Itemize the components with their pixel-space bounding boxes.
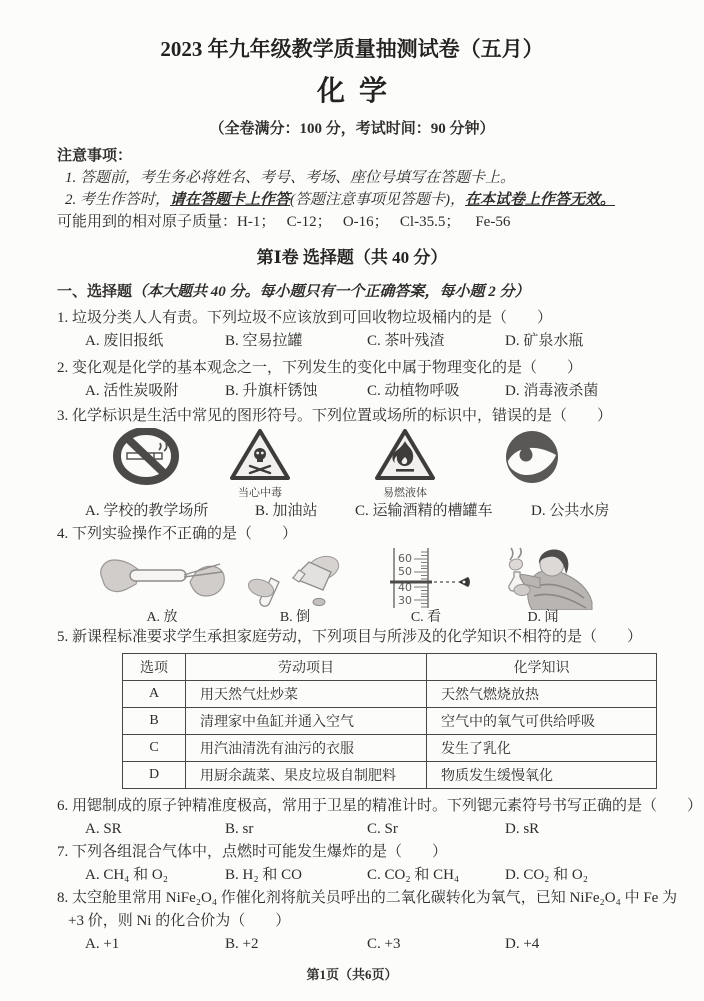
table-cell: 用天然气灶炒菜	[186, 681, 427, 708]
table-header-row	[123, 654, 657, 681]
option: C. 茶叶残渣	[367, 333, 445, 349]
smelling-gas-illustration	[488, 546, 598, 626]
pouring-liquid-illustration	[247, 546, 343, 626]
question-8-options	[85, 933, 704, 956]
option: A. 废旧报纸	[85, 333, 164, 349]
exam-meta: （全卷满分：100 分，考试时间：90 分钟）	[209, 121, 495, 137]
question-1-stem: 1. 垃圾分类人人有责。下列垃圾不应该放到可回收物垃圾桶内的是（ ）	[57, 310, 553, 326]
option: B. 加油站	[255, 503, 318, 519]
q4-caption-c: C. 看	[410, 610, 442, 625]
option: B. H₂ 和 CO	[225, 867, 302, 883]
placing-solid-illustration	[96, 546, 228, 626]
option: D. CO₂ 和 O₂	[505, 867, 588, 883]
question-2-stem: 2. 变化观是化学的基本观念之一，下列发生的变化中属于物理变化的是（ ）	[57, 360, 583, 376]
question-8-stem-line1: 8. 太空舱里常用 NiFe₂O₄ 作催化剂将航关员呼出的二氧化碳转化为氧气，已知 NiFe₂O₄ 中 Fe 为	[57, 890, 678, 906]
part-title: 一、选择题	[57, 284, 133, 300]
note-2-prefix: 2. 考生作答时，	[65, 192, 171, 208]
question-6-options	[85, 818, 704, 841]
subject-title: 化 学	[316, 76, 387, 107]
question-1-options	[85, 330, 704, 353]
reading-scale-illustration	[378, 546, 474, 626]
q4-caption-b: B. 倒	[279, 610, 311, 625]
scale-tick-60: 60	[398, 552, 412, 565]
table-header: 选项	[123, 654, 186, 681]
option: A. SR	[85, 821, 122, 837]
option: D. sR	[505, 821, 540, 837]
question-3-sign-images	[0, 428, 704, 500]
scale-tick-50: 50	[398, 565, 412, 578]
option: A. 学校的教学场所	[85, 503, 209, 519]
poison-warning-sign	[228, 428, 292, 500]
page-number: 第1页（共6页）	[306, 967, 398, 982]
table-row	[123, 735, 657, 762]
option: B. +2	[225, 936, 259, 952]
note-2-middle: (答题注意事项见答题卡)，	[290, 192, 466, 208]
option: A. CH₄ 和 O₂	[85, 867, 168, 883]
note-2-underlined-1: 请在答题卡上作答	[170, 192, 291, 208]
water-saving-icon	[503, 473, 561, 490]
table-row	[123, 708, 657, 735]
note-1: 1. 答题前，考生务必将姓名、考号、考场、座位号填写在答题卡上。	[65, 170, 516, 186]
note-2-underlined-2: 在本试卷上作答无效。	[465, 192, 616, 208]
table-cell: 空气中的氧气可供给呼吸	[427, 708, 657, 735]
no-smoking-sign	[112, 428, 180, 500]
option: D. 公共水房	[531, 503, 610, 519]
poison-warning-icon	[229, 469, 291, 486]
question-4-experiment-images	[0, 546, 704, 626]
question-4-stem: 4. 下列实验操作不正确的是（ ）	[57, 526, 298, 542]
option: A. 活性炭吸附	[85, 383, 179, 399]
table-cell: 清理家中鱼缸并通入空气	[186, 708, 427, 735]
table-cell: 发生了乳化	[427, 735, 657, 762]
table-cell: 天然气燃烧放热	[427, 681, 657, 708]
option: B. sr	[225, 821, 254, 837]
holding-test-tube-icon	[96, 593, 228, 610]
part-heading	[57, 281, 704, 303]
part-note: （本大题共 40 分。每小题只有一个正确答案，每小题 2 分）	[132, 284, 530, 300]
option: B. 空易拉罐	[225, 333, 303, 349]
exam-title: 2023 年九年级教学质量抽测试卷（五月）	[160, 37, 544, 61]
volume-title: 第Ⅰ卷 选择题（共 40 分）	[256, 248, 448, 267]
no-smoking-icon	[112, 473, 180, 490]
question-7-stem: 7. 下列各组混合气体中，点燃时可能发生爆炸的是（ ）	[57, 844, 448, 860]
flammable-sign-label: 易燃液体	[383, 487, 427, 499]
flammable-warning-icon	[374, 469, 436, 486]
table-cell: B	[123, 708, 186, 735]
question-7-options	[85, 864, 704, 887]
scale-tick-30: 30	[398, 594, 412, 607]
question-6-stem: 6. 用锶制成的原子钟精准度极高，常用于卫星的精准计时。下列锶元素符号书写正确的是（ ）	[57, 798, 703, 814]
exam-notes	[57, 145, 704, 234]
question-5-stem: 5. 新课程标准要求学生承担家庭劳动，下列项目与所涉及的化学知识不相符的是（ ）	[57, 629, 643, 645]
option: C. +3	[367, 936, 401, 952]
table-header: 化学知识	[427, 654, 657, 681]
option: D. 消毒液杀菌	[505, 383, 599, 399]
option: C. Sr	[367, 821, 398, 837]
notes-heading: 注意事项：	[57, 148, 133, 164]
table-cell: 用厨余蔬菜、果皮垃圾自制肥料	[186, 762, 427, 789]
question-8-stem-line2: +3 价，则 Ni 的化合价为（ ）	[68, 913, 291, 929]
water-saving-sign	[502, 428, 562, 500]
table-cell: A	[123, 681, 186, 708]
option: A. +1	[85, 936, 120, 952]
table-header: 劳动项目	[186, 654, 427, 681]
option: D. 矿泉水瓶	[505, 333, 584, 349]
question-5-table	[122, 653, 657, 789]
question-3-stem: 3. 化学标识是生活中常见的图形符号。下列位置或场所的标识中，错误的是（ ）	[57, 408, 613, 424]
option: C. CO₂ 和 CH₄	[367, 867, 460, 883]
table-cell: 物质发生缓慢氧化	[427, 762, 657, 789]
note-2	[65, 189, 704, 211]
table-cell: C	[123, 735, 186, 762]
question-2-options	[85, 380, 704, 403]
question-3-options	[85, 500, 704, 523]
option: C. 运输酒精的槽罐车	[355, 503, 493, 519]
q4-caption-d: D. 闻	[527, 610, 559, 625]
poison-sign-label: 当心中毒	[238, 487, 282, 499]
table-cell: D	[123, 762, 186, 789]
option: C. 动植物呼吸	[367, 383, 460, 399]
q4-caption-a: A. 放	[146, 610, 178, 625]
scale-tick-40: 40	[398, 581, 412, 594]
table-row	[123, 762, 657, 789]
option: B. 升旗杆锈蚀	[225, 383, 318, 399]
table-row	[123, 681, 657, 708]
table-cell: 用汽油清洗有油污的衣服	[186, 735, 427, 762]
option: D. +4	[505, 936, 540, 952]
flammable-warning-sign	[373, 428, 437, 500]
atomic-masses-line: 可能用到的相对原子质量：H-1； C-12； O-16； Cl-35.5； Fe-56	[57, 214, 511, 230]
